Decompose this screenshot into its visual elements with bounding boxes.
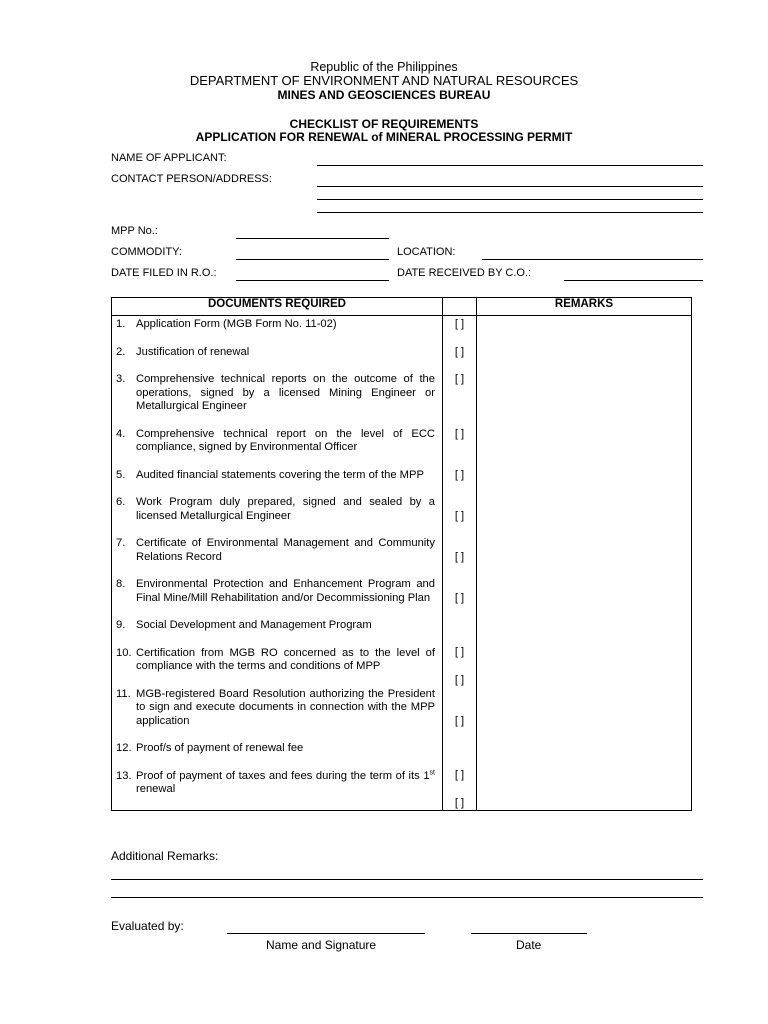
name-signature-caption: Name and Signature <box>266 938 377 952</box>
location-label: LOCATION: <box>397 246 456 258</box>
date-line[interactable] <box>471 933 587 934</box>
list-item: 3. Comprehensive technical reports on the outcome of the operations, signed by a licensed Mining Engineer or Metallurgical Engineer <box>116 373 435 412</box>
checklist-title: CHECKLIST OF REQUIREMENTS <box>289 117 479 131</box>
commodity-label: COMMODITY: <box>111 246 182 258</box>
list-item: 2. Justification of renewal <box>116 345 250 358</box>
additional-remarks-label: Additional Remarks: <box>111 849 219 863</box>
checkbox[interactable]: [ ] <box>454 468 465 481</box>
checkbox[interactable]: [ ] <box>454 769 465 781</box>
checkbox[interactable]: [ ] <box>454 373 465 385</box>
mpp-no-label: MPP No.: <box>111 225 158 237</box>
mpp-no-line[interactable] <box>236 238 389 239</box>
checkbox[interactable]: [ ] <box>454 673 465 686</box>
application-title: APPLICATION FOR RENEWAL of MINERAL PROCESSING PERMIT <box>195 130 573 144</box>
header-department: DEPARTMENT OF ENVIRONMENT AND NATURAL RESOURCES <box>189 73 579 88</box>
list-item: 10. Certification from MGB RO concerned as to the level of compliance with the terms and conditions of MPP <box>116 646 435 672</box>
list-item: 1. Application Form (MGB Form No. 11-02) <box>116 318 337 330</box>
date-filed-line[interactable] <box>236 280 389 281</box>
checkbox[interactable]: [ ] <box>454 646 465 658</box>
list-item: 7. Certificate of Environmental Management and Community Relations Record <box>116 537 435 563</box>
checkbox[interactable]: [ ] <box>454 345 465 358</box>
check-column-header <box>443 298 477 316</box>
checkbox[interactable]: [ ] <box>454 591 465 604</box>
header-bureau: MINES AND GEOSCIENCES BUREAU <box>277 88 491 102</box>
name-of-applicant-label: NAME OF APPLICANT: <box>111 152 227 164</box>
checkbox-column <box>443 316 477 811</box>
list-item: 4. Comprehensive technical report on the level of ECC compliance, signed by Environmental Officer <box>116 427 435 453</box>
additional-remarks-line-2[interactable] <box>111 897 703 898</box>
checkbox[interactable]: [ ] <box>454 796 465 809</box>
list-item: 8. Environmental Protection and Enhancement Program and Final Mine/Mill Rehabilitation and/or Decommissioning Plan <box>116 578 435 604</box>
header-republic: Republic of the Philippines <box>310 60 458 74</box>
documents-list <box>112 316 443 811</box>
commodity-line[interactable] <box>236 259 389 260</box>
date-received-line[interactable] <box>564 280 703 281</box>
checkbox[interactable]: [ ] <box>454 318 465 330</box>
requirements-table <box>111 297 692 811</box>
contact-person-line-3[interactable] <box>317 212 703 213</box>
list-item: 13. Proof of payment of taxes and fees during the term of its 1st renewal <box>116 768 435 795</box>
evaluated-by-label: Evaluated by: <box>111 919 184 933</box>
signature-line[interactable] <box>227 933 425 934</box>
name-of-applicant-line[interactable] <box>317 165 703 166</box>
date-caption: Date <box>516 938 542 952</box>
checkbox[interactable]: [ ] <box>454 714 465 727</box>
list-item: 9. Social Development and Management Program <box>116 619 372 631</box>
contact-person-line-1[interactable] <box>317 186 703 187</box>
location-line[interactable] <box>482 259 703 260</box>
list-item: 11. MGB-registered Board Resolution authorizing the President to sign and execute documents in connection with the MPP application <box>116 687 435 727</box>
contact-person-label: CONTACT PERSON/ADDRESS: <box>111 173 272 185</box>
remarks-header: REMARKS <box>477 298 692 316</box>
checkbox[interactable]: [ ] <box>454 509 465 522</box>
date-filed-label: DATE FILED IN R.O.: <box>111 267 217 279</box>
remarks-column[interactable] <box>477 316 692 811</box>
date-received-label: DATE RECEIVED BY C.O.: <box>397 267 532 279</box>
checkbox[interactable]: [ ] <box>454 550 465 563</box>
documents-required-header: DOCUMENTS REQUIRED <box>112 298 443 316</box>
list-item: 5. Audited financial statements covering the term of the MPP <box>116 468 424 481</box>
list-item: 12. Proof/s of payment of renewal fee <box>116 742 304 754</box>
additional-remarks-line-1[interactable] <box>111 879 703 880</box>
contact-person-line-2[interactable] <box>317 199 703 200</box>
checkbox[interactable]: [ ] <box>454 427 465 440</box>
list-item: 6. Work Program duly prepared, signed and sealed by a licensed Metallurgical Engineer <box>116 496 435 522</box>
